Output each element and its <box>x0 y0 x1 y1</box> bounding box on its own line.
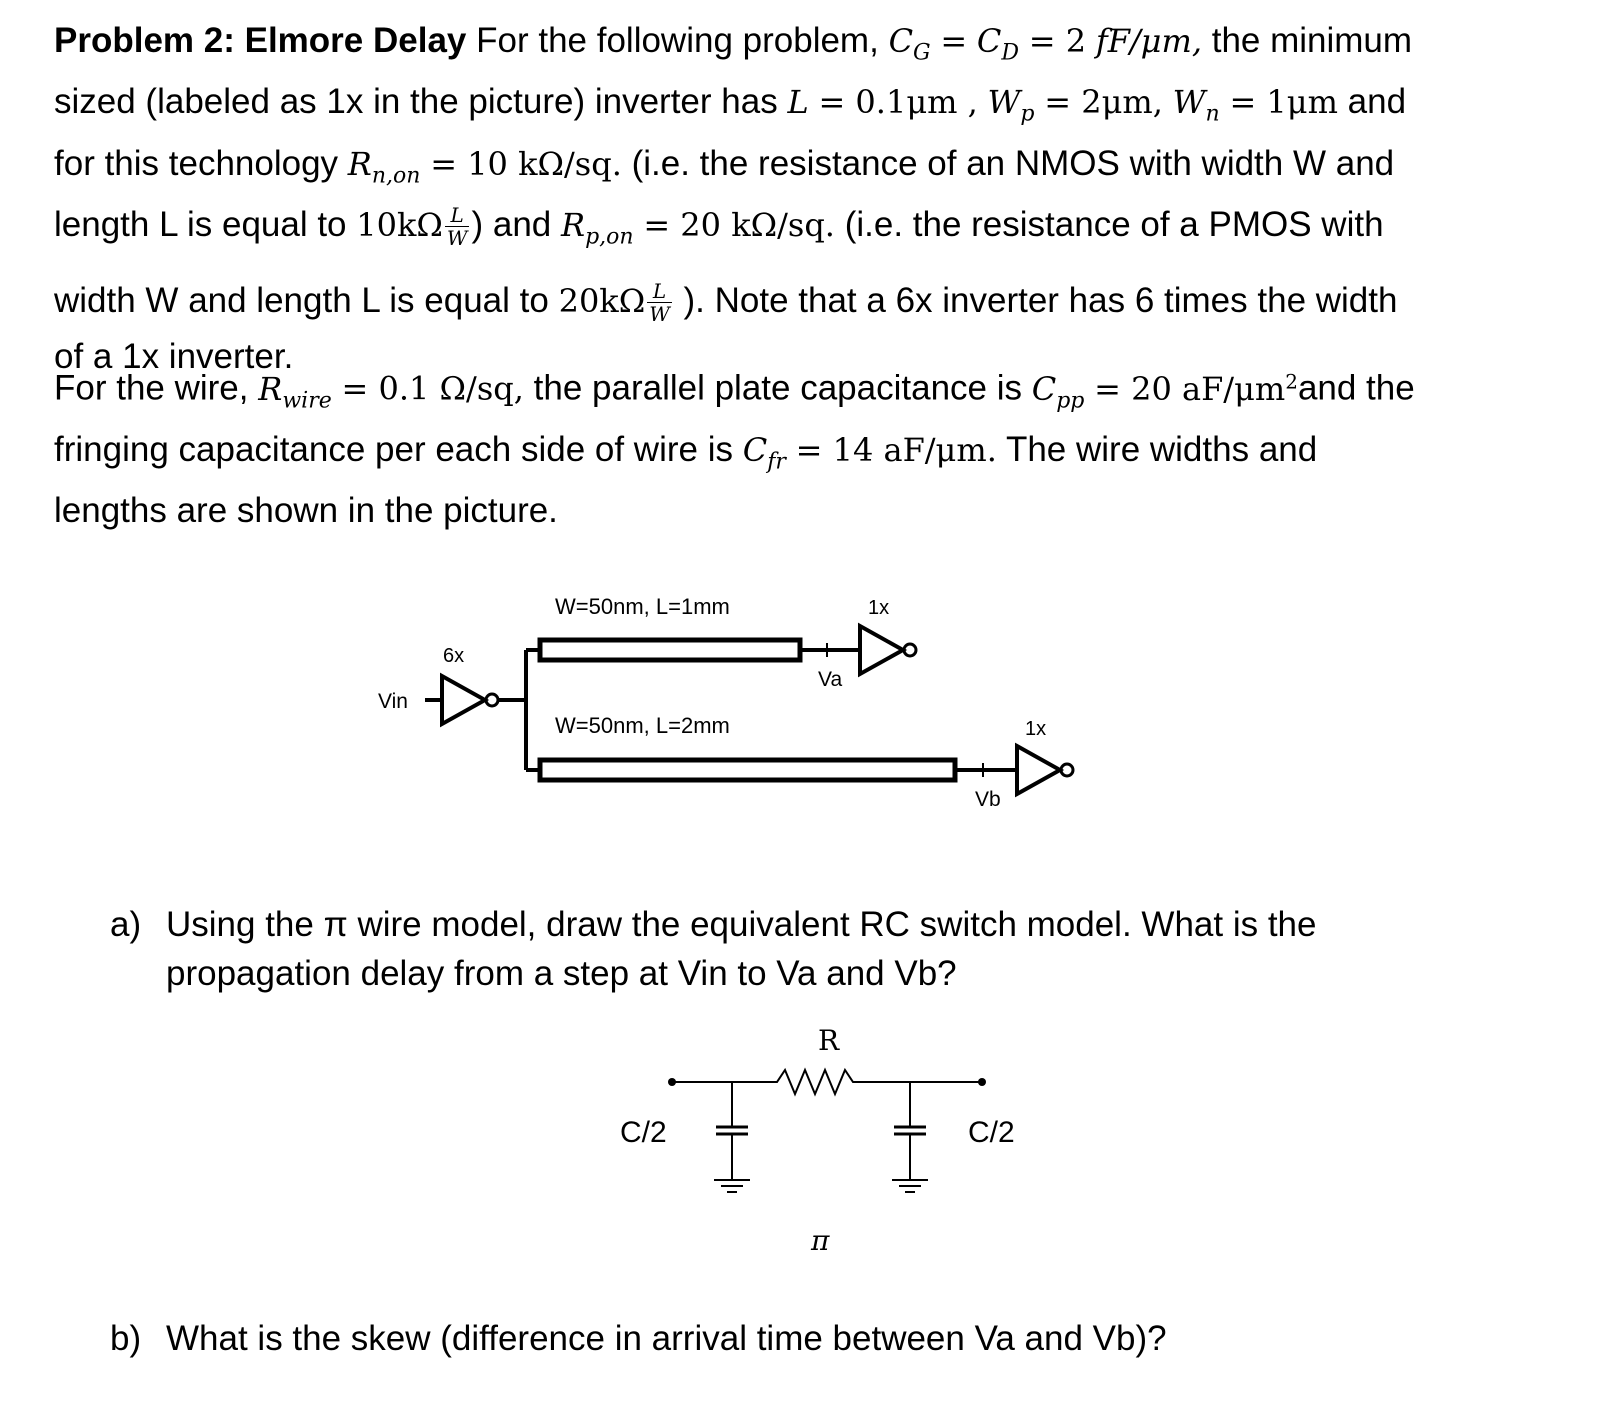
p1-text-5: for this technology <box>54 143 339 183</box>
p1-text-7: length L is equal to <box>54 205 347 245</box>
question-a-label: a) <box>110 905 142 944</box>
question-b-text: What is the skew (difference in arrival time between Va and Vb)? <box>166 1319 1167 1358</box>
load-a-size-label: 1x <box>868 597 890 619</box>
question-a-text: Using the π wire model, draw the equivalent RC switch model. What is the propagation delay from a step at Vin to Va and Vb? <box>166 905 1317 993</box>
va-label: Va <box>818 668 843 691</box>
load-inverter-a <box>860 626 903 674</box>
p1-line-5 <box>54 276 1397 326</box>
rn-symbol: $R_{n,on}$ <box>347 144 421 189</box>
question-b-label: b) <box>110 1319 142 1358</box>
l-value: = 0.1μm , <box>818 83 978 122</box>
p1-text-11: ). Note that a 6x inverter has 6 times the width <box>683 280 1398 320</box>
question-a <box>110 900 1510 1000</box>
problem-paragraph-2 <box>54 357 1574 535</box>
pi-right-terminal <box>978 1078 986 1086</box>
wn-value: = 1μm <box>1229 83 1338 122</box>
pi-resistor <box>732 1070 910 1094</box>
r10-value: 10kΩ <box>356 206 443 245</box>
question-b <box>110 1314 1510 1364</box>
pi-left-terminal <box>668 1078 676 1086</box>
pi-caption: π <box>811 1224 830 1257</box>
l-symbol: L <box>787 83 809 122</box>
p1-text-9: (i.e. the resistance of a PMOS with <box>844 205 1384 245</box>
problem-title: Problem 2: Elmore Delay <box>54 21 467 60</box>
p1-text-10: width W and length L is equal to <box>54 280 549 320</box>
driver-bubble <box>486 694 498 706</box>
l-over-w-fraction-1: $\frac{L}{W}$ <box>446 203 468 251</box>
bottom-wire-rect <box>540 760 955 780</box>
p1-text-12: of a 1x inverter. <box>54 336 294 376</box>
top-wire-rect <box>540 640 800 660</box>
load-a-bubble <box>904 644 916 656</box>
p2-text-6: lengths are shown in the picture. <box>54 491 558 531</box>
rn-value: = 10 kΩ/sq. <box>430 144 622 183</box>
wp-value: = 2μm, <box>1044 83 1163 122</box>
p2-text-4: fringing capacitance per each side of wire is <box>54 430 733 470</box>
rwire-value: = 0.1 Ω/sq, <box>341 369 524 408</box>
rwire-symbol: $R_{wire}$ <box>258 369 332 414</box>
vb-label: Vb <box>975 788 1001 811</box>
cpp-symbol: $C_{pp}$ <box>1031 369 1085 414</box>
p1-text-1: For the following problem, <box>476 21 879 60</box>
vin-label: Vin <box>378 690 408 713</box>
p1-text-3: sized (labeled as 1x in the picture) inverter has <box>54 82 778 122</box>
rp-symbol: $R_{p,on}$ <box>560 206 634 250</box>
wn-symbol: $W_n$ <box>1172 83 1220 127</box>
p2-text-2: the parallel plate capacitance is <box>533 368 1022 408</box>
rp-value: = 20 kΩ/sq. <box>643 206 835 245</box>
cfr-symbol: $C_{fr}$ <box>742 431 786 475</box>
r20-value: 20kΩ <box>558 281 646 320</box>
cd-symbol: $C_D$ <box>976 22 1020 66</box>
cg-symbol: $C_G$ <box>888 22 931 66</box>
load-b-bubble <box>1061 764 1073 776</box>
p1-text-4: and <box>1347 82 1407 122</box>
l-over-w-fraction-2: $\frac{L}{W}$ <box>649 278 670 326</box>
top-wire-label: W=50nm, L=1mm <box>555 594 730 619</box>
wp-symbol: $W_p$ <box>987 83 1035 127</box>
p2-text-3: and the <box>1297 368 1415 408</box>
pi-c-right-label: C/2 <box>968 1116 1015 1149</box>
load-inverter-b <box>1017 746 1060 794</box>
driver-inverter-6x <box>442 676 485 724</box>
load-b-size-label: 1x <box>1025 718 1047 740</box>
cpp-value: = 20 $aF/\mu m^2$ <box>1094 369 1298 408</box>
driver-size-label: 6x <box>443 645 465 667</box>
pi-r-label: R <box>818 1024 840 1057</box>
p2-text-5: The wire widths and <box>1005 430 1318 470</box>
bottom-wire-label: W=50nm, L=2mm <box>555 713 730 738</box>
p1-text-8: ) and <box>471 205 552 245</box>
eq-sign-1: = <box>940 22 968 60</box>
problem-paragraph-1 <box>54 16 1574 381</box>
cap-value: = 2 <box>1028 22 1087 60</box>
cfr-value: = 14 aF/μm. <box>795 431 997 470</box>
p2-text-1: For the wire, <box>54 368 249 408</box>
p1-text-2: the minimum <box>1211 21 1413 60</box>
p1-text-6: (i.e. the resistance of an NMOS with width W and <box>631 143 1395 183</box>
cap-unit: fF/μm, <box>1095 22 1202 60</box>
pi-c-left-label: C/2 <box>620 1116 667 1149</box>
